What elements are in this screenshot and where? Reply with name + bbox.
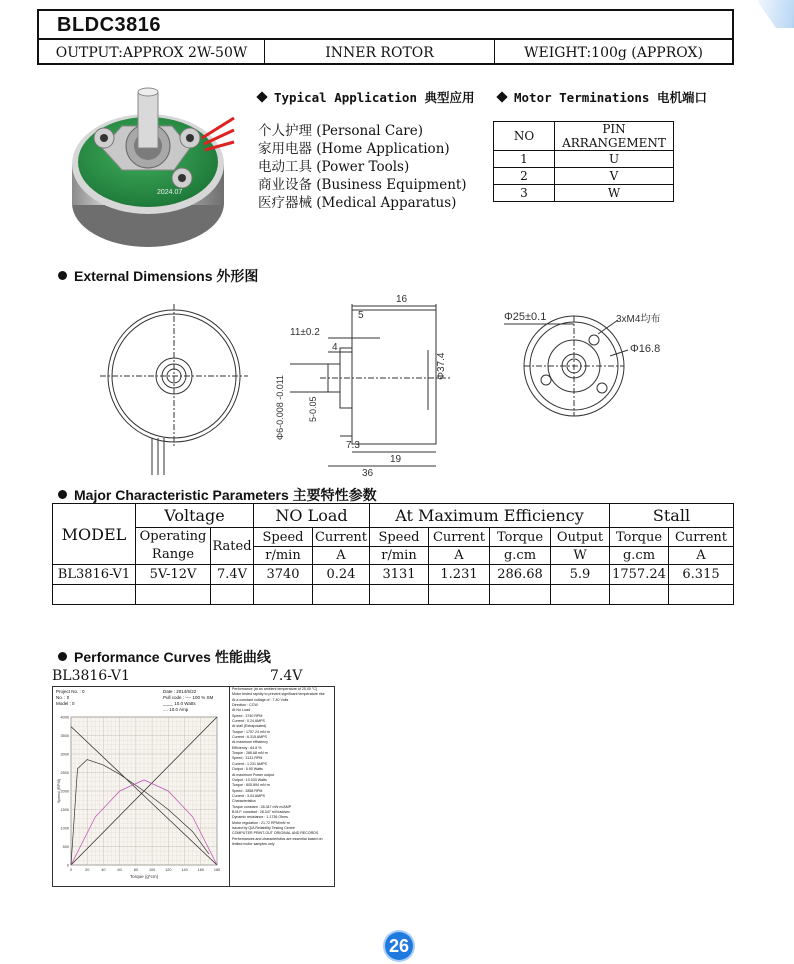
- operating-range-header: [136, 528, 211, 565]
- sheet-right-label: Dynamic resistance : 1.1736 Ohms: [232, 815, 288, 820]
- y-tick-label: 1000: [60, 826, 69, 831]
- bullet-icon: [58, 490, 67, 499]
- sheet-right-label: Current : 0.24 AMPS: [232, 719, 265, 724]
- motor-photo: [62, 78, 238, 254]
- empty-cell: [370, 585, 429, 605]
- sheet-right-label: Torque constant : 28.347 mN·m/AMP: [232, 804, 292, 809]
- rotor-cell: INNER ROTOR: [265, 40, 495, 65]
- dim-5b: 5-0.05: [308, 396, 318, 422]
- pin-header-arrangement: PIN ARRANGEMENT: [555, 122, 674, 151]
- dimensions-title: External Dimensions 外形图: [74, 268, 259, 284]
- y-tick-label: 2500: [60, 771, 69, 775]
- no-load-header: NO Load: [254, 504, 370, 528]
- page-number: 26: [385, 932, 413, 960]
- y-tick-label: 0: [66, 863, 69, 868]
- table-row: [494, 151, 674, 168]
- empty-cell: [53, 585, 136, 605]
- dim-374: Φ37.4: [436, 352, 447, 380]
- table-row: [53, 565, 734, 585]
- dimension-drawing: [100, 290, 700, 480]
- dim-73: 7.3: [346, 440, 360, 451]
- nl-speed-header: Speed: [254, 528, 313, 547]
- max-eff-header: At Maximum Efficiency: [370, 504, 610, 528]
- product-title: BLDC3816: [57, 14, 162, 36]
- x-tick-label: 0: [69, 868, 73, 872]
- x-tick-label: 80: [133, 868, 139, 872]
- me-current-header: Current: [429, 528, 490, 547]
- me-speed-header: Speed: [370, 528, 429, 547]
- unit-torque: g.cm: [610, 547, 669, 565]
- empty-cell: [610, 585, 669, 605]
- dim-19: 19: [390, 454, 402, 465]
- pin-table: [493, 121, 674, 202]
- nl-current-cell: 0.24: [313, 565, 370, 585]
- y-tick-label: 4000: [60, 715, 69, 720]
- diamond-icon: [256, 91, 267, 102]
- sheet-right-label: Characteristics: [232, 799, 256, 804]
- performance-sheet: [52, 686, 335, 887]
- diamond-icon: [496, 91, 507, 102]
- dim-5: 5: [358, 310, 364, 321]
- sheet-right-label: Performance (at an ambient temperature of 25.00 °C): [232, 687, 318, 691]
- x-tick-label: 20: [85, 868, 90, 872]
- sheet-right-label: Motor tested rapidly to prevent significant temperature rise: [232, 692, 325, 697]
- st-current-cell: 6.315: [669, 565, 734, 585]
- spec-sub-row: [53, 528, 734, 547]
- sheet-right-label: Efficiency : 64.8 %: [232, 745, 262, 750]
- x-tick-label: 140: [181, 868, 188, 872]
- applications-heading: [258, 88, 475, 106]
- terminations-title: Motor Terminations 电机端口: [514, 90, 707, 105]
- x-axis-label: Torque (g*cm): [129, 874, 159, 879]
- sheet-label: Project No. : 0: [56, 689, 85, 694]
- sheet-right-label: Output : 5.90 Watts: [232, 767, 263, 772]
- pin-no: 3: [494, 185, 555, 202]
- weight-cell: WEIGHT:100g (APPROX): [524, 44, 703, 61]
- sheet-right-label: Motor regulation : 21.72 RPM/mN·m: [232, 820, 290, 825]
- dim-16: 16: [396, 294, 408, 305]
- empty-cell: [429, 585, 490, 605]
- empty-cell: [551, 585, 610, 605]
- me-output-header: Output: [551, 528, 610, 547]
- empty-cell: [211, 585, 254, 605]
- pin-table-header: [494, 122, 674, 151]
- sheet-label: Pull code : ---- 100 % SM: [163, 695, 214, 700]
- sheet-right-label: At No Load: [232, 708, 250, 713]
- x-tick-label: 60: [117, 868, 122, 872]
- y-tick-label: 3500: [60, 734, 69, 738]
- application-item: 个人护理 (Personal Care): [258, 123, 423, 139]
- sheet-right-label: Current : 1.231 AMPS: [232, 761, 267, 766]
- unit-torque: g.cm: [490, 547, 551, 565]
- y-tick-label: 1500: [60, 808, 69, 812]
- sheet-right-label: At maximum Power output: [232, 772, 275, 777]
- curves-title: Performance Curves 性能曲线: [74, 649, 271, 665]
- empty-cell: [669, 585, 734, 605]
- bullet-icon: [58, 271, 67, 280]
- me-torque-cell: 286.68: [490, 565, 551, 585]
- spec-table: [52, 503, 734, 605]
- terminations-heading: [498, 88, 707, 106]
- st-torque-cell: 1757.24: [610, 565, 669, 585]
- sheet-right-label: COMPUTER PRINT-OUT ORIGINAL AND RECORDS: [232, 831, 319, 836]
- sheet-label: Model : 0: [56, 701, 75, 706]
- application-list: [258, 122, 467, 212]
- me-current-cell: 1.231: [429, 565, 490, 585]
- sheet-right-label: Speed : 2858 RPM: [232, 788, 263, 793]
- params-title: Major Characteristic Parameters 主要特性参数: [74, 487, 377, 503]
- bullet-icon: [58, 652, 67, 661]
- sheet-right-label: Performances and characteristics are essential based on limited motor samples only: [232, 836, 323, 846]
- y-axis-label: Speed (RPM): [56, 778, 61, 804]
- nl-speed-cell: 3740: [254, 565, 313, 585]
- empty-cell: [254, 585, 313, 605]
- dimensions-heading: [58, 266, 258, 286]
- pin-no: 2: [494, 168, 555, 185]
- pin-name: V: [555, 168, 674, 185]
- header-spec-row: [39, 40, 732, 65]
- unit-speed: r/min: [254, 547, 313, 565]
- table-row: [53, 585, 734, 605]
- application-item: 商业设备 (Business Equipment): [258, 177, 467, 193]
- header-box: [37, 9, 734, 65]
- sheet-right-label: Direction : CCW: [232, 703, 258, 708]
- sheet-mid-labels: [163, 689, 213, 713]
- voltage-header: Voltage: [136, 504, 254, 528]
- sheet-label: ____ 10.0 Watts: [163, 701, 196, 706]
- sheet-right-label: At a constant voltage of : 7.40 Volts: [232, 697, 289, 702]
- curves-model: BL3816-V1: [52, 668, 130, 684]
- dim-25: Φ25±0.1: [504, 311, 547, 323]
- stall-header: Stall: [610, 504, 734, 528]
- model-cell: BL3816-V1: [53, 565, 136, 585]
- pcb-date-text: 2024.07: [157, 189, 183, 196]
- pin-name: U: [555, 151, 674, 168]
- params-heading: [58, 485, 377, 505]
- sheet-right-label: Speed : 3131 RPM: [232, 756, 263, 761]
- unit-output: W: [551, 547, 610, 565]
- sheet-left-labels: [56, 689, 85, 707]
- x-tick-label: 40: [101, 868, 106, 872]
- pin-header-no: NO: [494, 122, 555, 151]
- model-header: MODEL: [53, 504, 136, 565]
- sheet-right-label: Output : 10.033 Watts: [232, 777, 267, 782]
- me-output-cell: 5.9: [551, 565, 610, 585]
- dim-36: 36: [362, 468, 374, 479]
- rated-cell: 7.4V: [211, 565, 254, 585]
- dim-4: 4: [332, 342, 338, 353]
- unit-current: A: [313, 547, 370, 565]
- empty-cell: [136, 585, 211, 605]
- corner-decoration: [758, 0, 794, 28]
- sheet-right-label: Current : 3.04 AMPS: [232, 793, 265, 798]
- sheet-right-label: Speed : 3740 RPM: [232, 713, 263, 718]
- sheet-right-label: B.M.F. constant : 28.347 mV/rad/sec: [232, 809, 290, 814]
- unit-speed: r/min: [370, 547, 429, 565]
- unit-current: A: [669, 547, 734, 565]
- y-tick-label: 3000: [60, 752, 69, 757]
- title-row: [39, 11, 732, 40]
- nl-current-header: Current: [313, 528, 370, 547]
- dim-168: Φ16.8: [630, 343, 661, 355]
- st-current-header: Current: [669, 528, 734, 547]
- application-item: 医疗器械 (Medical Apparatus): [258, 195, 457, 211]
- sheet-right-label: Torque : 286.68 mN·m: [232, 751, 268, 756]
- table-row: [494, 185, 674, 202]
- operating-label: Operating: [139, 529, 207, 544]
- empty-cell: [490, 585, 551, 605]
- range-cell: 5V-12V: [136, 565, 211, 585]
- table-row: [494, 168, 674, 185]
- dim-6: Φ6-0.008 -0.011: [275, 374, 285, 440]
- applications-title: Typical Application 典型应用: [274, 90, 475, 105]
- performance-chart: [55, 713, 229, 885]
- sheet-right-label: Torque : 1757.24 mN·m: [232, 729, 270, 734]
- sheet-label: Date : 2014/6/22: [163, 689, 197, 694]
- x-tick-label: 120: [165, 868, 172, 872]
- sheet-right-labels: [229, 687, 333, 886]
- sheet-right-label: Current : 6.315 AMPS: [232, 735, 267, 740]
- unit-current: A: [429, 547, 490, 565]
- y-tick-label: 2000: [60, 789, 69, 794]
- sheet-right-label: At maximum efficiency: [232, 740, 268, 745]
- rated-header: Rated: [211, 528, 254, 565]
- x-tick-label: 100: [148, 868, 156, 872]
- sheet-right-label: Issued by Q/A Reliability Testing Centre: [232, 825, 295, 830]
- application-item: 家用电器 (Home Application): [258, 141, 450, 157]
- y-tick-label: 500: [62, 845, 69, 849]
- sheet-right-label: Torque : 805.894 mN·m: [232, 783, 270, 788]
- empty-cell: [313, 585, 370, 605]
- curves-voltage: 7.4V: [270, 668, 303, 684]
- pin-no: 1: [494, 151, 555, 168]
- curves-heading: [58, 647, 271, 667]
- spec-group-row: [53, 504, 734, 528]
- sheet-label: No. : 0: [56, 695, 70, 700]
- st-torque-header: Torque: [610, 528, 669, 547]
- me-torque-header: Torque: [490, 528, 551, 547]
- sheet-right-label: At stall (Extrapolated): [232, 724, 267, 729]
- range-label: Range: [151, 547, 195, 562]
- x-tick-label: 160: [197, 868, 204, 872]
- output-cell: OUTPUT:APPROX 2W-50W: [39, 40, 265, 65]
- dim-m4: 3xM4均布: [616, 314, 661, 325]
- pin-name: W: [555, 185, 674, 202]
- application-item: 电动工具 (Power Tools): [258, 159, 410, 175]
- x-tick-label: 180: [213, 868, 221, 872]
- me-speed-cell: 3131: [370, 565, 429, 585]
- sheet-label: .... 10.0 Amp: [163, 707, 189, 712]
- dim-11: 11±0.2: [290, 327, 320, 338]
